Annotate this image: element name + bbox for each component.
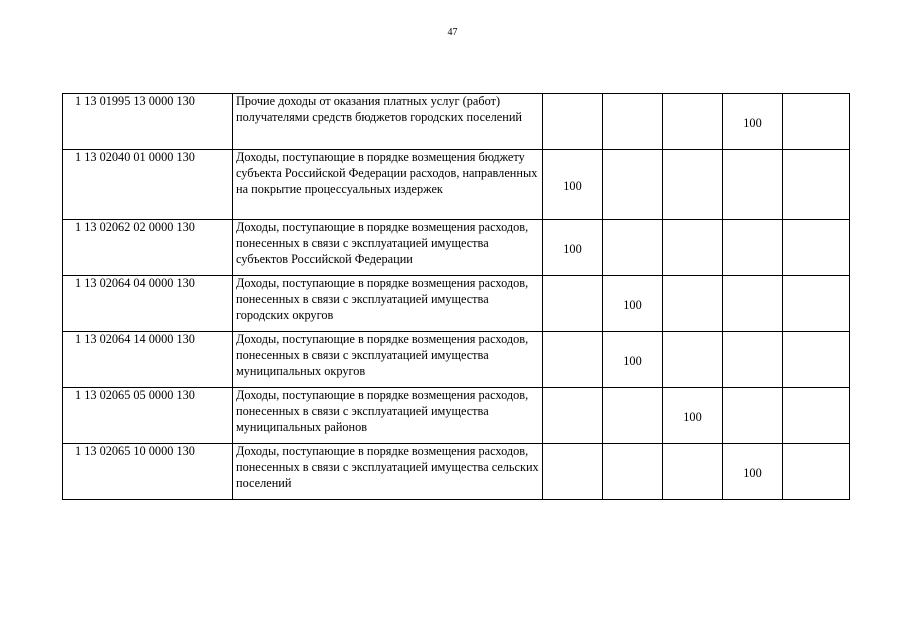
percentage-cell-2: [603, 388, 663, 444]
table-row: [63, 332, 850, 388]
revenue-name: Доходы, поступающие в порядке возмещения расходов, понесенных в связи с эксплуатацией имущества городских округов: [233, 276, 543, 332]
table-row: [63, 388, 850, 444]
percentage-cell-1: 100: [543, 150, 603, 220]
percentage-cell-3: [663, 276, 723, 332]
percentage-cell-2: [603, 94, 663, 150]
revenue-code: 1 13 02040 01 0000 130: [63, 150, 233, 220]
percentage-cell-5: [783, 220, 850, 276]
percentage-cell-1: [543, 332, 603, 388]
percentage-cell-4: 100: [723, 444, 783, 500]
table-row: [63, 150, 850, 220]
revenue-name: Доходы, поступающие в порядке возмещения бюджету субъекта Российской Федерации расходов, направленных на покрытие процессуальных издержек: [233, 150, 543, 220]
revenue-code: 1 13 01995 13 0000 130: [63, 94, 233, 150]
revenue-code: 1 13 02065 10 0000 130: [63, 444, 233, 500]
percentage-cell-2: [603, 150, 663, 220]
percentage-cell-4: [723, 150, 783, 220]
percentage-cell-1: [543, 388, 603, 444]
percentage-cell-3: [663, 220, 723, 276]
table-row: [63, 94, 850, 150]
percentage-cell-1: [543, 94, 603, 150]
percentage-cell-3: [663, 150, 723, 220]
percentage-cell-5: [783, 444, 850, 500]
revenue-code: 1 13 02065 05 0000 130: [63, 388, 233, 444]
table-body: [63, 94, 850, 500]
percentage-cell-4: [723, 276, 783, 332]
percentage-cell-4: [723, 220, 783, 276]
percentage-cell-4: 100: [723, 94, 783, 150]
percentage-cell-3: 100: [663, 388, 723, 444]
revenue-name: Доходы, поступающие в порядке возмещения расходов, понесенных в связи с эксплуатацией имущества субъектов Российской Федерации: [233, 220, 543, 276]
revenue-code: 1 13 02064 04 0000 130: [63, 276, 233, 332]
revenue-name: Доходы, поступающие в порядке возмещения расходов, понесенных в связи с эксплуатацией имущества муниципальных районов: [233, 388, 543, 444]
percentage-cell-3: [663, 94, 723, 150]
percentage-cell-1: [543, 276, 603, 332]
revenue-name: Доходы, поступающие в порядке возмещения расходов, понесенных в связи с эксплуатацией имущества сельских поселений: [233, 444, 543, 500]
revenue-code: 1 13 02062 02 0000 130: [63, 220, 233, 276]
percentage-cell-5: [783, 276, 850, 332]
revenue-distribution-table: [62, 93, 850, 500]
percentage-cell-2: [603, 444, 663, 500]
percentage-cell-1: 100: [543, 220, 603, 276]
percentage-cell-2: [603, 220, 663, 276]
revenue-code: 1 13 02064 14 0000 130: [63, 332, 233, 388]
table-row: [63, 220, 850, 276]
percentage-cell-5: [783, 94, 850, 150]
percentage-cell-4: [723, 388, 783, 444]
page-number: 47: [447, 27, 458, 38]
revenue-name: Прочие доходы от оказания платных услуг (работ) получателями средств бюджетов городских поселений: [233, 94, 543, 150]
percentage-cell-2: 100: [603, 276, 663, 332]
table-row: [63, 276, 850, 332]
percentage-cell-3: [663, 332, 723, 388]
percentage-cell-5: [783, 332, 850, 388]
revenue-name: Доходы, поступающие в порядке возмещения расходов, понесенных в связи с эксплуатацией имущества муниципальных округов: [233, 332, 543, 388]
percentage-cell-5: [783, 150, 850, 220]
percentage-cell-1: [543, 444, 603, 500]
percentage-cell-4: [723, 332, 783, 388]
percentage-cell-5: [783, 388, 850, 444]
percentage-cell-3: [663, 444, 723, 500]
table-row: [63, 444, 850, 500]
percentage-cell-2: 100: [603, 332, 663, 388]
